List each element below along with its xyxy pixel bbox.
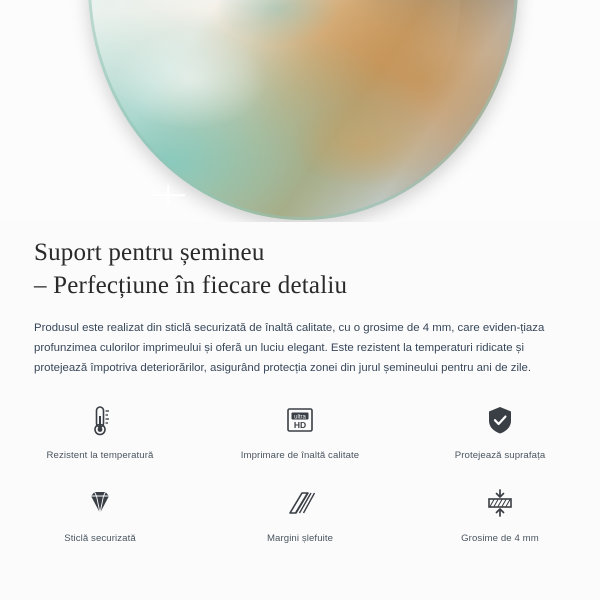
headline-line-1: Suport pentru șemineu — [34, 239, 265, 266]
feature-label: Imprimare de înaltă calitate — [240, 450, 360, 461]
feature-item-temperature — [0, 398, 200, 461]
page-title — [0, 222, 600, 302]
sparkle-icon — [151, 178, 185, 212]
feature-label: Protejează suprafața — [454, 450, 546, 461]
plate-edge — [88, 0, 518, 220]
svg-text:HD: HD — [293, 420, 307, 431]
feature-label: Rezistent la temperatură — [46, 450, 154, 461]
thickness-4mm-icon — [478, 481, 522, 525]
feature-item-surface-protection — [400, 398, 600, 461]
feature-label: Grosime de 4 mm — [461, 533, 539, 544]
description-paragraph: Produsul este realizat din sticlă securizată de înaltă calitate, cu o grosime de 4 mm, care eviden-țiaza profunzimea culorilor imprimeului și oferă un luciu elegant. Este rezistent la temperaturi ridicate și protejează împotriva deteriorărilor, asigurând protecția zonei din jurul șemineului pentru ani de zile. — [34, 322, 545, 374]
feature-item-thickness — [400, 481, 600, 544]
text-content — [0, 222, 600, 378]
feature-grid — [0, 398, 600, 544]
feature-item-polished-edges — [200, 481, 400, 544]
diamond-icon — [78, 481, 122, 525]
glass-plate-graphic — [88, 0, 518, 220]
polished-edges-icon — [278, 481, 322, 525]
headline-line-2: – Perfecțiune în fiecare detaliu — [34, 272, 348, 299]
feature-item-tempered-glass — [0, 481, 200, 544]
feature-label: Margini șlefuite — [266, 533, 334, 544]
thermometer-icon — [78, 398, 122, 442]
svg-text:ultra: ultra — [294, 414, 306, 421]
feature-label: Sticlă securizată — [64, 533, 136, 544]
shield-check-icon — [478, 398, 522, 442]
hero-image — [0, 0, 600, 222]
feature-item-print-quality — [200, 398, 400, 461]
ultra-hd-icon — [278, 398, 322, 442]
